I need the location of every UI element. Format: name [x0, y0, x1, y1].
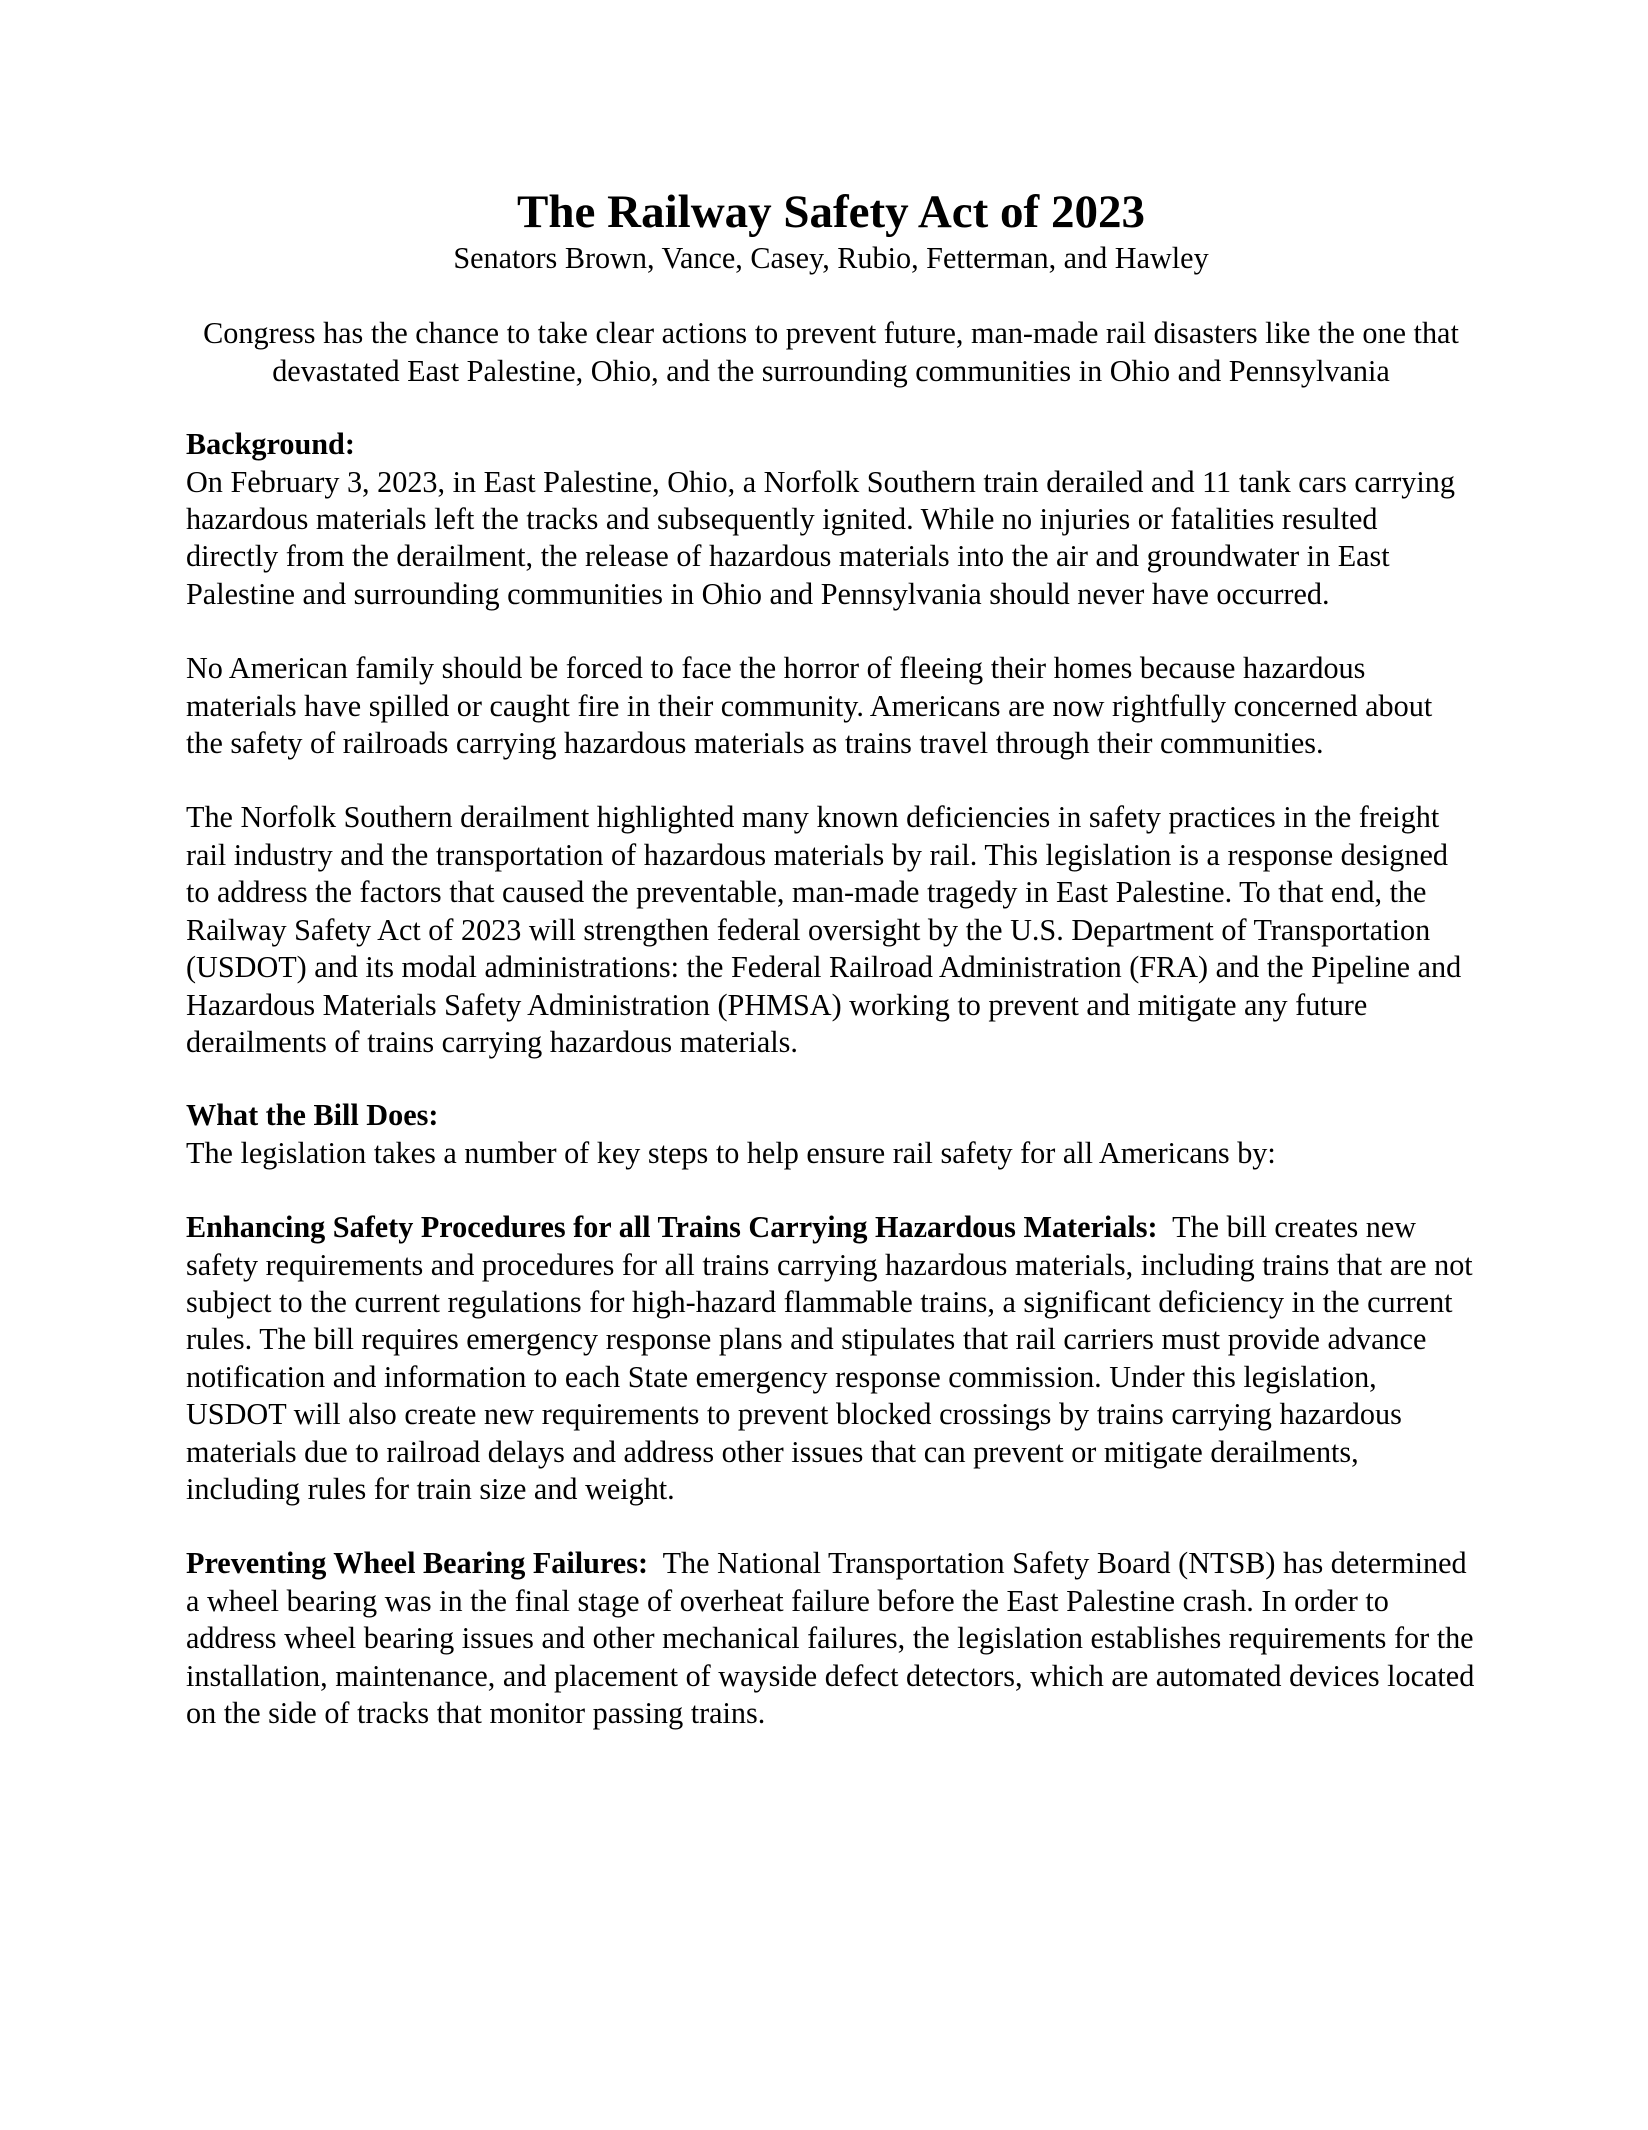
document-title: The Railway Safety Act of 2023	[517, 186, 1145, 238]
sponsors-line: Senators Brown, Vance, Casey, Rubio, Fetterman, and Hawley	[453, 241, 1209, 275]
background-heading: Background:	[186, 427, 355, 462]
background-section	[186, 426, 1476, 1061]
bill-item-safety-procedures-text: The bill creates new safety requirements and procedures for all trains carrying hazardous materials, including trains that are not subject to the current regulations for high-hazard flammable trains, a significant deficiency in the current rules. The bill requires emergency response plans and stipulates that rail carriers must provide advance notification and information to each State emergency response commission. Under this legislation, USDOT will also create new requirements to prevent blocked crossings by trains carrying hazardous materials due to railroad delays and address other issues that can prevent or mitigate derailments, including rules for train size and weight.	[186, 1210, 1473, 1506]
bill-item-wheel-bearing	[186, 1545, 1476, 1732]
background-paragraph-3: The Norfolk Southern derailment highlighted many known deficiencies in safety practices in the freight rail industry and the transportation of hazardous materials by rail. This legislation is a response designed to address the factors that caused the preventable, man-made tragedy in East Palestine. To that end, the Railway Safety Act of 2023 will strengthen federal oversight by the U.S. Department of Transportation (USDOT) and its modal administrations: the Federal Railroad Administration (FRA) and the Pipeline and Hazardous Materials Safety Administration (PHMSA) working to prevent and mitigate any future derailments of trains carrying hazardous materials.	[186, 800, 1462, 1059]
bill-item-wheel-bearing-title: Preventing Wheel Bearing Failures:	[186, 1546, 648, 1581]
bill-item-wheel-bearing-text: The National Transportation Safety Board (NTSB) has determined a wheel bearing was in the final stage of overheat failure before the East Palestine crash. In order to address wheel bearing issues and other mechanical failures, the legislation establishes requirements for the installation, maintenance, and placement of wayside defect detectors, which are automated devices located on the side of tracks that monitor passing trains.	[186, 1546, 1475, 1730]
bill-section	[186, 1097, 1476, 1732]
bill-intro: The legislation takes a number of key steps to help ensure rail safety for all Americans by:	[186, 1135, 1276, 1170]
document-page	[186, 184, 1476, 1732]
bill-item-safety-procedures-title: Enhancing Safety Procedures for all Trains Carrying Hazardous Materials:	[186, 1210, 1158, 1245]
bill-heading: What the Bill Does:	[186, 1098, 439, 1133]
background-paragraph-2: No American family should be forced to face the horror of fleeing their homes because hazardous materials have spilled or caught fire in their community. Americans are now rightfully concerned about the safety of railroads carrying hazardous materials as trains travel through their communities.	[186, 651, 1433, 761]
bill-item-safety-procedures	[186, 1209, 1476, 1508]
lead-statement: Congress has the chance to take clear actions to prevent future, man-made rail disasters like the one that devastated East Palestine, Ohio, and the surrounding communities in Ohio and Pennsylvania	[203, 316, 1459, 388]
background-paragraph-1: On February 3, 2023, in East Palestine, Ohio, a Norfolk Southern train derailed and 11 tank cars carrying hazardous materials left the tracks and subsequently ignited. While no injuries or fatalities resulted directly from the derailment, the release of hazardous materials into the air and groundwater in East Palestine and surrounding communities in Ohio and Pennsylvania should never have occurred.	[186, 464, 1455, 611]
